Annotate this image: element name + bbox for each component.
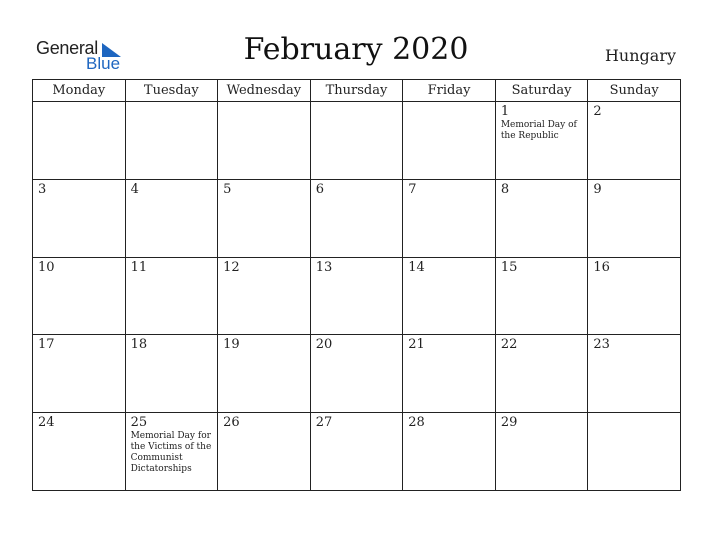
- day-cell: [588, 335, 681, 413]
- day-number: 4: [130, 181, 139, 197]
- logo-text-general: General: [36, 38, 98, 58]
- day-cell: [310, 335, 403, 413]
- day-number: 22: [500, 337, 518, 353]
- day-cell: [310, 257, 403, 335]
- day-cell: [33, 335, 126, 413]
- day-number: 11: [130, 259, 148, 275]
- calendar-grid: [32, 79, 681, 491]
- day-cell: [33, 102, 126, 180]
- weekday-header: Monday: [33, 80, 126, 102]
- day-cell: [588, 102, 681, 180]
- day-cell: [218, 102, 311, 180]
- calendar-title: February 2020: [243, 32, 469, 67]
- day-number: 29: [500, 415, 518, 431]
- holiday-label: Memorial Day for the Victims of the Communist Dictatorships: [130, 431, 212, 475]
- weekday-header: Wednesday: [218, 80, 311, 102]
- day-cell: [125, 413, 218, 491]
- day-cell: [310, 179, 403, 257]
- logo-text-blue: Blue: [86, 54, 121, 73]
- day-cell: [218, 413, 311, 491]
- day-number: 25: [130, 415, 148, 431]
- day-number: 9: [593, 181, 602, 197]
- day-cell: [495, 257, 588, 335]
- day-cell: [125, 257, 218, 335]
- day-cell: [495, 179, 588, 257]
- day-number: 3: [38, 181, 47, 197]
- day-number: 28: [408, 415, 425, 431]
- day-number: 21: [408, 337, 425, 353]
- day-cell: [125, 335, 218, 413]
- day-cell: [125, 179, 218, 257]
- day-cell: [495, 102, 588, 180]
- day-number: 20: [315, 337, 333, 353]
- day-number: 27: [315, 415, 333, 431]
- day-number: 13: [315, 259, 333, 275]
- country-label: Hungary: [604, 46, 676, 65]
- day-cell: [218, 179, 311, 257]
- day-number: 10: [38, 259, 55, 275]
- day-number: 1: [500, 104, 510, 119]
- day-number: 24: [38, 415, 55, 431]
- day-number: 14: [408, 259, 425, 275]
- holiday-label: Memorial Day of the Republic: [500, 120, 577, 141]
- day-number: 5: [223, 181, 232, 197]
- day-cell: [33, 179, 126, 257]
- day-cell: [403, 257, 496, 335]
- day-cell: [588, 179, 681, 257]
- day-number: 19: [223, 337, 240, 353]
- week-row: [33, 102, 681, 180]
- day-cell: [403, 102, 496, 180]
- day-number: 23: [593, 337, 610, 353]
- week-row: [33, 257, 681, 335]
- day-cell: [218, 257, 311, 335]
- day-cell: [403, 179, 496, 257]
- day-cell: [310, 413, 403, 491]
- weekday-header: Friday: [403, 80, 496, 102]
- day-cell: [403, 413, 496, 491]
- day-cell: [125, 102, 218, 180]
- day-number: 16: [593, 259, 610, 275]
- day-number: 18: [130, 337, 148, 353]
- day-cell: [588, 413, 681, 491]
- day-cell: [218, 335, 311, 413]
- weekday-header-row: [33, 80, 681, 102]
- weekday-header: Thursday: [310, 80, 403, 102]
- day-cell: [310, 102, 403, 180]
- day-number: 7: [408, 181, 417, 197]
- day-number: 17: [38, 337, 55, 353]
- week-row: [33, 413, 681, 491]
- day-cell: [33, 413, 126, 491]
- weekday-header: Sunday: [588, 80, 681, 102]
- week-row: [33, 335, 681, 413]
- day-number: 15: [500, 259, 518, 275]
- day-cell: [588, 257, 681, 335]
- day-number: 6: [315, 181, 324, 197]
- day-number: 8: [500, 181, 510, 197]
- day-cell: [33, 257, 126, 335]
- weekday-header: Saturday: [495, 80, 588, 102]
- day-number: 12: [223, 259, 240, 275]
- day-cell: [403, 335, 496, 413]
- day-number: 2: [593, 104, 602, 119]
- weekday-header: Tuesday: [125, 80, 218, 102]
- day-cell: [495, 335, 588, 413]
- day-cell: [495, 413, 588, 491]
- day-number: 26: [223, 415, 240, 431]
- week-row: [33, 179, 681, 257]
